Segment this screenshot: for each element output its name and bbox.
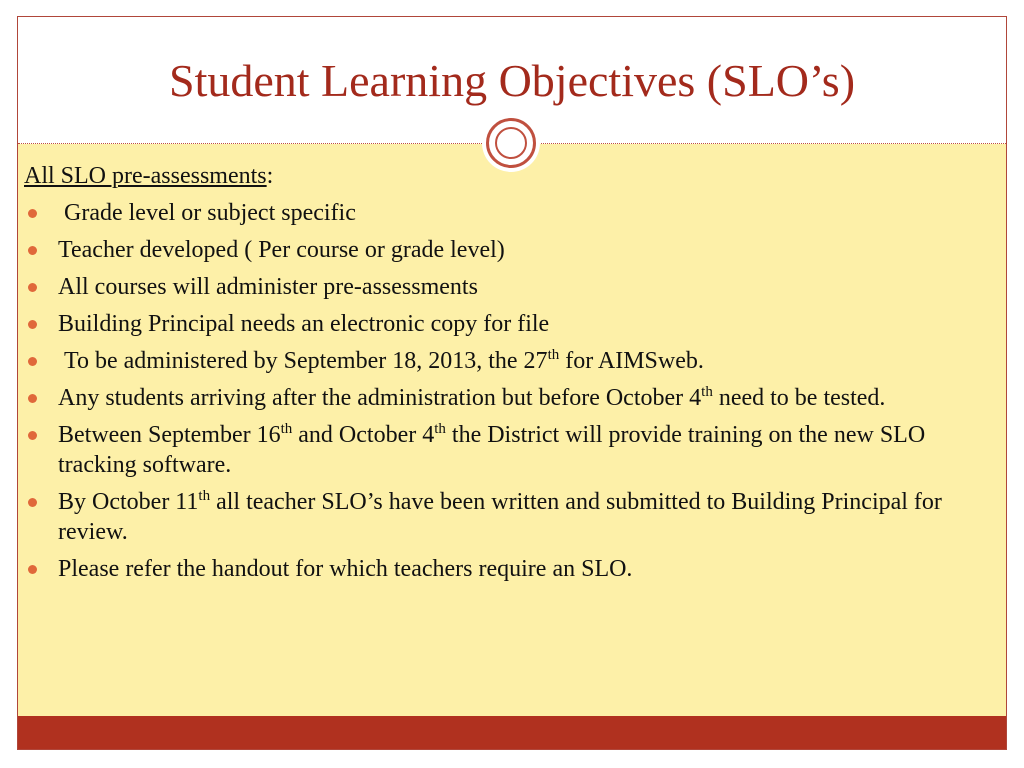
bullet-icon	[28, 283, 37, 292]
list-item	[24, 198, 964, 228]
bullet-text: Teacher developed ( Per course or grade level)	[58, 237, 505, 263]
bullet-icon	[28, 357, 37, 366]
ordinal-suffix: th	[701, 384, 713, 400]
bullet-icon	[28, 498, 37, 507]
ordinal-suffix: th	[434, 421, 446, 437]
list-item	[24, 309, 964, 339]
ordinal-suffix: th	[547, 347, 560, 363]
bullet-icon	[28, 431, 37, 440]
bullet-icon	[28, 209, 37, 218]
ring-inner-circle	[495, 127, 527, 159]
bullet-icon	[28, 320, 37, 329]
bullet-text-part: To be administered by September 18, 2013, the 27	[64, 348, 548, 374]
bullet-text-part: and October 4	[292, 422, 435, 448]
list-item	[24, 420, 964, 480]
bullet-icon	[28, 394, 37, 403]
bullet-text: All courses will administer pre-assessments	[58, 274, 478, 300]
intro-colon: :	[266, 163, 274, 189]
bullet-text-part: need to be tested.	[712, 385, 886, 411]
bullet-text: Grade level or subject specific	[64, 200, 356, 226]
bullet-text-part: By October 11	[58, 489, 199, 515]
slide-body	[24, 161, 964, 591]
footer-bar	[18, 716, 1006, 750]
list-item	[24, 235, 964, 265]
bullet-text-part: for AIMSweb.	[559, 348, 704, 374]
list-item	[24, 272, 964, 302]
bullet-list	[24, 198, 964, 584]
intro-label: All SLO pre-assessments	[24, 163, 267, 189]
bullet-text-part: all teacher SLO’s have been written and submitted to Building Principal for review.	[58, 489, 942, 545]
bullet-text: Building Principal needs an electronic copy for file	[58, 311, 550, 337]
ordinal-suffix: th	[280, 421, 293, 437]
bullet-text-part: Between September 16	[58, 422, 281, 448]
bullet-text: Please refer the handout for which teachers require an SLO.	[58, 556, 633, 582]
bullet-text-part: the District will provide training on the new SLO tracking software.	[58, 422, 926, 478]
bullet-icon	[28, 565, 37, 574]
bullet-icon	[28, 246, 37, 255]
list-item	[24, 346, 964, 376]
slide-title: Student Learning Objectives (SLO’s)	[168, 55, 856, 106]
intro-line	[24, 161, 964, 191]
list-item	[24, 383, 964, 413]
ordinal-suffix: th	[198, 488, 211, 504]
list-item	[24, 554, 964, 584]
list-item	[24, 487, 964, 547]
bullet-text-part: Any students arriving after the administration but before October 4	[58, 385, 702, 411]
